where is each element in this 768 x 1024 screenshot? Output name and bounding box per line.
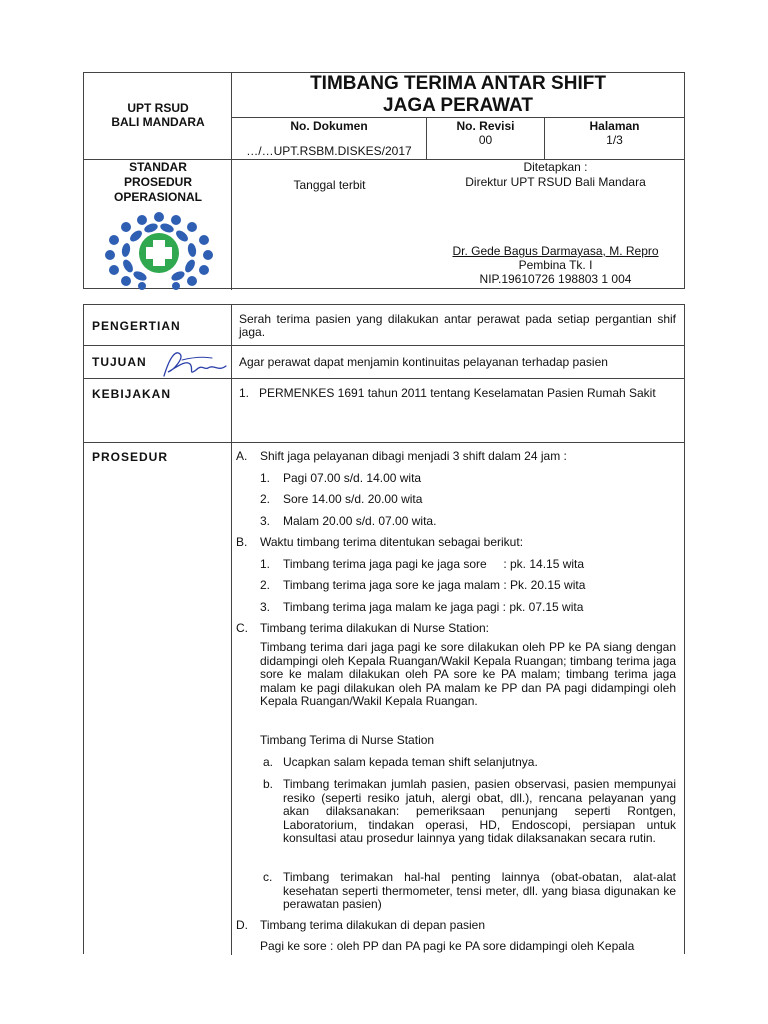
pengertian-text: Serah terima pasien yang dilakukan antar perawat pada setiap pergantian shif jaga. <box>239 312 676 339</box>
document-header <box>83 72 685 289</box>
signer-name: Dr. Gede Bagus Darmayasa, M. Repro <box>452 244 659 258</box>
document-title: TIMBANG TERIMA ANTAR SHIFT JAGA PERAWAT <box>310 73 606 116</box>
tujuan-label: TUJUAN <box>92 355 147 369</box>
prosedur-a-mark: A. <box>236 449 248 463</box>
no-dokumen-value: …/…UPT.RSBM.DISKES/2017 <box>246 144 412 158</box>
kebijakan-number: 1. <box>239 386 250 400</box>
kebijakan-label: KEBIJAKAN <box>92 387 172 401</box>
prosedur-c-subtitle: Timbang Terima di Nurse Station <box>260 733 435 747</box>
prosedur-b-item-num: 3. <box>260 600 271 614</box>
signer-nip: NIP.19610726 198803 1 004 <box>479 272 632 286</box>
halaman-label: Halaman <box>589 119 640 133</box>
row-pengertian <box>84 305 684 346</box>
no-revisi-cell <box>427 118 545 160</box>
prosedur-d-paragraph: Pagi ke sore : oleh PP dan PA pagi ke PA sore didampingi oleh Kepala <box>260 939 635 953</box>
ditetapkan-label: Ditetapkan : <box>523 160 588 174</box>
prosedur-label: PROSEDUR <box>92 450 169 464</box>
prosedur-c-item-text: Timbang terimakan jumlah pasien, pasien observasi, pasien mempunyai resiko (seperti resiko jatuh, alergi obat, dll.), rencana pelayanan yang akan dilaksanakan: pemeriksaan penunjang seperti Rontgen, Laboratorium, tindakan operasi, HD, Endoscopi, persiapan untuk konsultasi atau prosedur lainnya yang tidak dilaksanakan secara rutin. <box>283 777 676 845</box>
pengertian-label: PENGERTIAN <box>92 319 181 333</box>
halaman-value: 1/3 <box>606 133 623 147</box>
jabatan-text: Direktur UPT RSUD Bali Mandara <box>465 175 646 189</box>
tanggal-terbit-label: Tanggal terbit <box>293 178 366 192</box>
prosedur-a-item-text: Malam 20.00 s/d. 07.00 wita. <box>283 514 437 528</box>
prosedur-d-text: Timbang terima dilakukan di depan pasien <box>260 918 486 932</box>
prosedur-b-text: Waktu timbang terima ditentukan sebagai berikut: <box>260 535 524 549</box>
prosedur-b-item-text: Timbang terima jaga sore ke jaga malam : Pk. 20.15 wita <box>283 578 586 592</box>
signer-rank: Pembina Tk. I <box>518 258 593 272</box>
prosedur-c-item-num: c. <box>263 870 273 884</box>
prosedur-c-item-num: b. <box>263 777 274 791</box>
prosedur-c-paragraph: Timbang terima dari jaga pagi ke sore dilakukan oleh PP ke PA siang dengan didampingi oleh Kepala Ruangan/Wakil Kepala Ruangan; timbang terima jaga sore ke malam dilakukan oleh PA sore ke PA malam; timbang terima jaga malam ke pagi dilakukan oleh PA malam ke PP dan PA pagi didampingi oleh Kepala Ruangan/Wakil Kepala Ruangan. <box>260 640 676 708</box>
no-dokumen-cell <box>232 118 427 160</box>
prosedur-b-mark: B. <box>236 535 248 549</box>
handwritten-signature <box>160 346 230 382</box>
kebijakan-text: PERMENKES 1691 tahun 2011 tentang Keselamatan Pasien Rumah Sakit <box>259 386 656 400</box>
prosedur-d-mark: D. <box>236 918 248 932</box>
no-dokumen-label: No. Dokumen <box>290 119 368 133</box>
prosedur-a-item-num: 2. <box>260 492 271 506</box>
prosedur-a-item-num: 1. <box>260 471 271 485</box>
prosedur-b-item-text: Timbang terima jaga malam ke jaga pagi : pk. 07.15 wita <box>283 600 584 614</box>
title-cell <box>232 73 684 118</box>
institution-cell <box>84 73 232 160</box>
prosedur-a-item-text: Sore 14.00 s/d. 20.00 wita <box>283 492 423 506</box>
no-revisi-label: No. Revisi <box>456 119 515 133</box>
no-revisi-value: 00 <box>478 133 493 147</box>
prosedur-c-mark: C. <box>236 621 248 635</box>
doc-type-cell <box>84 160 232 290</box>
prosedur-c-item-num: a. <box>263 755 274 769</box>
prosedur-c-text: Timbang terima dilakukan di Nurse Station: <box>260 621 489 635</box>
halaman-cell <box>545 118 684 160</box>
row-kebijakan <box>84 379 684 443</box>
prosedur-b-item-text: Timbang terima jaga pagi ke jaga sore : pk. 14.15 wita <box>283 557 585 571</box>
sop-body <box>83 304 685 954</box>
ditetapkan-cell <box>427 160 684 290</box>
tujuan-text: Agar perawat dapat menjamin kontinuitas pelayanan terhadap pasien <box>239 355 608 369</box>
prosedur-a-text: Shift jaga pelayanan dibagi menjadi 3 shift dalam 24 jam : <box>260 449 567 463</box>
prosedur-a-item-text: Pagi 07.00 s/d. 14.00 wita <box>283 471 422 485</box>
row-prosedur <box>84 443 684 955</box>
tanggal-terbit-cell <box>232 160 427 290</box>
hospital-logo <box>100 210 218 290</box>
prosedur-b-item-num: 2. <box>260 578 271 592</box>
prosedur-c-item-text: Timbang terimakan hal-hal penting lainnya (obat-obatan, alat-alat kesehatan seperti thermometer, tensi meter, dll. yang biasa digunakan ke perawatan pasien) <box>283 870 676 911</box>
doc-type: STANDAR PROSEDUR OPERASIONAL <box>113 160 202 204</box>
institution-name: UPT RSUD BALI MANDARA <box>111 101 205 129</box>
prosedur-b-item-num: 1. <box>260 557 271 571</box>
prosedur-c-item-text: Ucapkan salam kepada teman shift selanjutnya. <box>283 755 538 769</box>
prosedur-a-item-num: 3. <box>260 514 271 528</box>
